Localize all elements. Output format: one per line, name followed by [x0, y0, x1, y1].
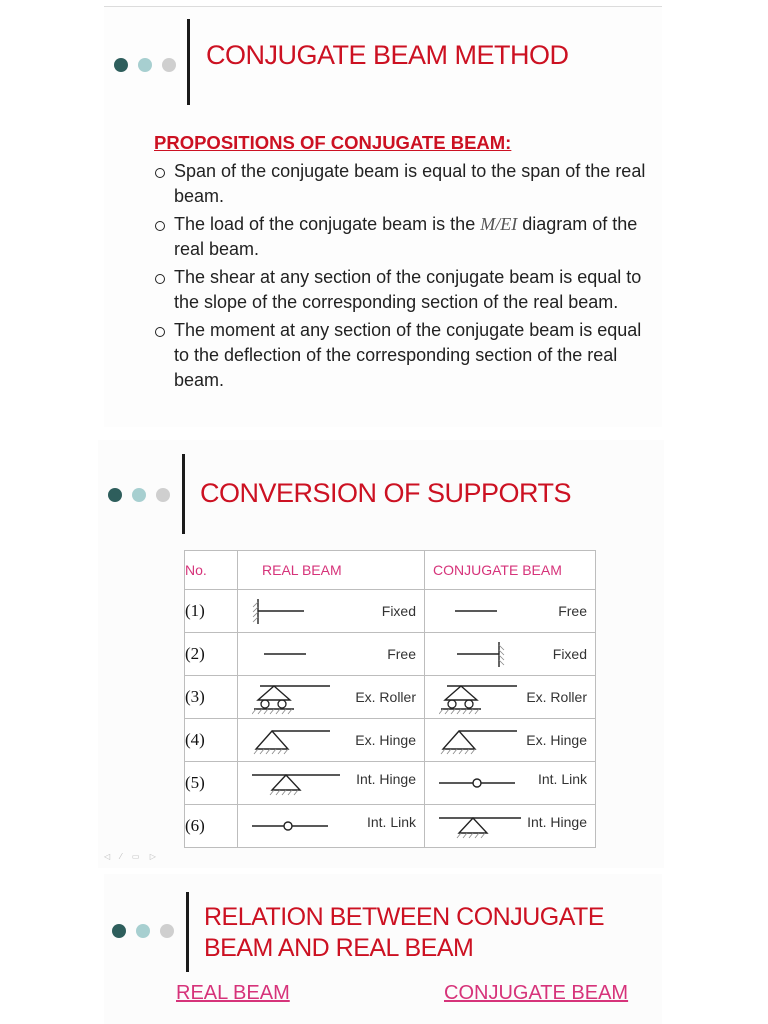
- title-divider: [186, 892, 189, 972]
- dot-grey: [156, 488, 170, 502]
- dot-dark: [114, 58, 128, 72]
- slide-dots: [112, 924, 174, 938]
- header-real-beam: REAL BEAM: [238, 551, 425, 590]
- fixed-support-icon: [252, 594, 312, 628]
- hinge-support-icon: [439, 723, 519, 759]
- table-header-row: [185, 551, 596, 590]
- circle-bullet-icon: [155, 274, 165, 284]
- mei-term: M/EI: [480, 214, 518, 234]
- support-label: Ex. Hinge: [355, 732, 416, 748]
- support-conversion-table: [184, 550, 596, 848]
- support-label: Int. Hinge: [356, 771, 416, 787]
- dot-light: [136, 924, 150, 938]
- support-label: Fixed: [552, 646, 587, 662]
- internal-link-icon: [439, 766, 529, 802]
- list-item-text: Span of the conjugate beam is equal to the span of the real beam.: [174, 161, 646, 206]
- free-end-icon: [439, 594, 499, 628]
- slide-title: CONJUGATE BEAM METHOD: [206, 40, 569, 70]
- dot-light: [132, 488, 146, 502]
- header-conjugate-beam: CONJUGATE BEAM: [425, 551, 596, 590]
- slide-title-line: RELATION BETWEEN CONJUGATE: [204, 903, 605, 931]
- list-item: [152, 212, 652, 262]
- hinge-support-icon: [252, 723, 332, 759]
- support-label: Fixed: [381, 603, 416, 619]
- roller-support-icon: [439, 680, 519, 716]
- support-label: Free: [387, 646, 416, 662]
- support-label: Int. Link: [366, 814, 416, 830]
- roller-support-icon: [252, 680, 332, 716]
- row-number: (5): [185, 762, 238, 805]
- table-row: [185, 676, 596, 719]
- support-label: Free: [558, 603, 587, 619]
- propositions-heading: PROPOSITIONS OF CONJUGATE BEAM:: [154, 132, 512, 153]
- slide-title: [204, 902, 604, 964]
- slide-dots: [108, 488, 170, 502]
- support-label: Ex. Hinge: [526, 732, 587, 748]
- dot-light: [138, 58, 152, 72]
- table-row: [185, 805, 596, 848]
- support-label: Int. Link: [537, 771, 587, 787]
- internal-hinge-icon: [439, 809, 529, 845]
- table-row: [185, 762, 596, 805]
- circle-bullet-icon: [155, 168, 165, 178]
- list-item-text: The load of the conjugate beam is the: [174, 214, 481, 234]
- row-number: (6): [185, 805, 238, 848]
- slide-relation-between-beams: [104, 874, 662, 1024]
- dot-dark: [108, 488, 122, 502]
- slide-toolbar[interactable]: ◁ ⁄ ▭ ▷: [104, 852, 160, 861]
- circle-bullet-icon: [155, 221, 165, 231]
- list-item-text: diagram of the real beam.: [174, 214, 638, 259]
- dot-grey: [160, 924, 174, 938]
- fixed-support-icon: [439, 637, 509, 671]
- slide-title-line: BEAM AND REAL BEAM: [204, 934, 474, 962]
- dot-grey: [162, 58, 176, 72]
- row-number: (4): [185, 719, 238, 762]
- table-row: [185, 633, 596, 676]
- row-number: (3): [185, 676, 238, 719]
- slide-conjugate-beam-method: [104, 6, 662, 427]
- internal-hinge-icon: [252, 766, 342, 802]
- slide-dots: [114, 58, 176, 72]
- list-item: [152, 265, 652, 315]
- real-beam-link[interactable]: REAL BEAM: [176, 982, 290, 1004]
- free-end-icon: [252, 637, 312, 671]
- list-item-text: The moment at any section of the conjugate beam is equal to the deflection of the corresponding section of the real beam.: [174, 320, 642, 390]
- slide-conversion-of-supports: [98, 440, 664, 868]
- header-no: No.: [185, 551, 238, 590]
- propositions-list: [152, 159, 652, 396]
- row-number: (1): [185, 590, 238, 633]
- internal-link-icon: [252, 809, 342, 845]
- support-label: Int. Hinge: [527, 814, 587, 830]
- list-item: [152, 318, 652, 393]
- title-divider: [187, 19, 190, 105]
- list-item-text: The shear at any section of the conjugate beam is equal to the slope of the corresponding section of the real beam.: [174, 267, 642, 312]
- row-number: (2): [185, 633, 238, 676]
- list-item: [152, 159, 652, 209]
- table-row: [185, 590, 596, 633]
- dot-dark: [112, 924, 126, 938]
- circle-bullet-icon: [155, 327, 165, 337]
- support-label: Ex. Roller: [526, 689, 587, 705]
- table-row: [185, 719, 596, 762]
- title-divider: [182, 454, 185, 534]
- slide-title: CONVERSION OF SUPPORTS: [200, 478, 572, 508]
- support-label: Ex. Roller: [355, 689, 416, 705]
- conjugate-beam-link[interactable]: CONJUGATE BEAM: [444, 982, 629, 1004]
